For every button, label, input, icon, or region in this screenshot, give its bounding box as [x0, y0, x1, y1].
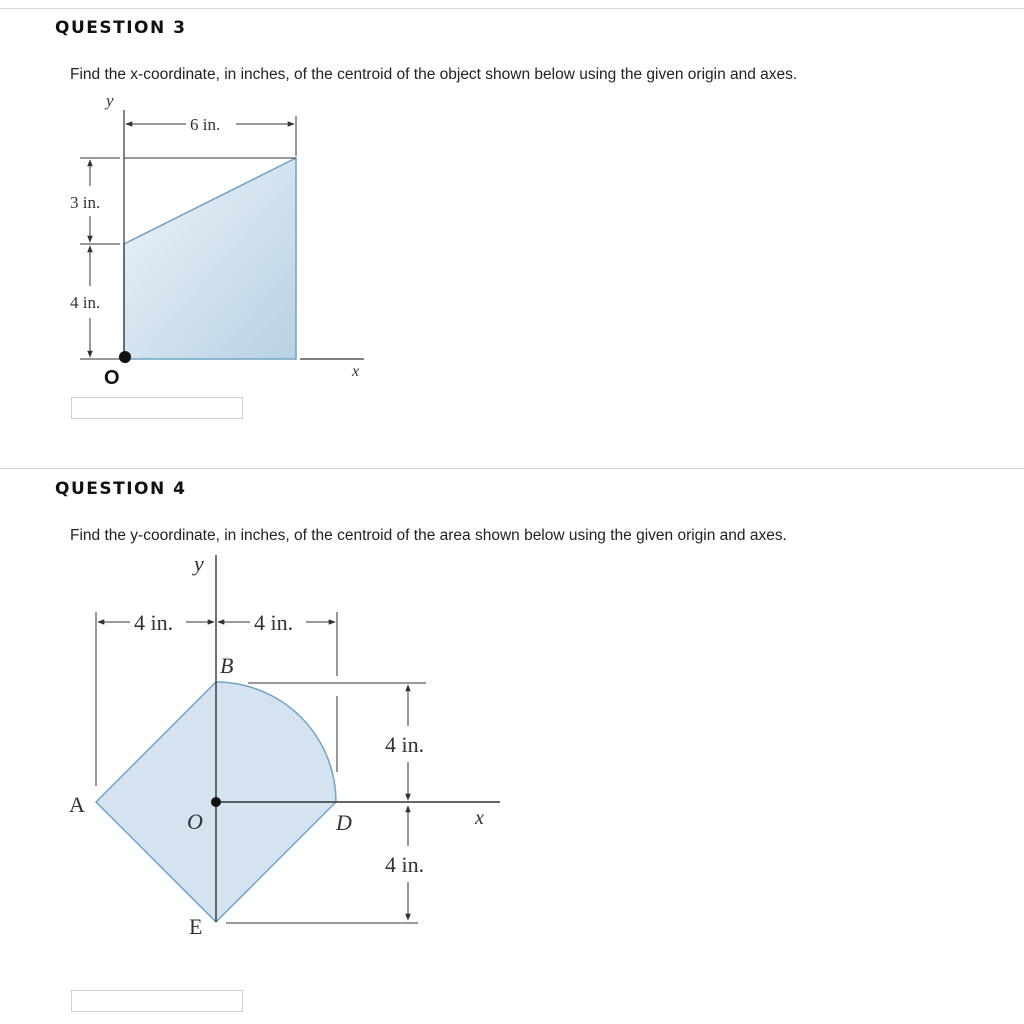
question-4-answer-input[interactable]: [71, 990, 243, 1012]
dim-right-label: 4 in.: [254, 610, 294, 635]
point-e-label: E: [189, 914, 203, 939]
dim-upper-label: 4 in.: [385, 732, 425, 757]
y-axis-label: y: [194, 551, 204, 576]
origin-label: O: [187, 809, 203, 834]
y-axis-label: y: [106, 91, 114, 110]
dim-3in-label: 3 in.: [70, 193, 101, 212]
point-b-label: B: [220, 653, 234, 678]
dim-width-label: 6 in.: [190, 115, 221, 134]
dim-left-label: 4 in.: [134, 610, 174, 635]
origin-dot: [211, 797, 221, 807]
question-4-title: QUESTION 4: [55, 479, 187, 499]
question-3-title: QUESTION 3: [55, 18, 187, 38]
question-3-prompt: Find the x-coordinate, in inches, of the centroid of the object shown below using the given origin and axes.: [70, 66, 798, 83]
x-axis-label: x: [352, 363, 360, 380]
dim-4in-label: 4 in.: [70, 293, 101, 312]
dim-lower-label: 4 in.: [385, 852, 425, 877]
point-a-label: A: [69, 792, 85, 817]
point-d-label: D: [336, 810, 352, 835]
x-axis-label: x: [475, 807, 484, 829]
question-4-prompt: Find the y-coordinate, in inches, of the centroid of the area shown below using the given origin and axes.: [70, 527, 787, 544]
origin-label: O: [104, 367, 120, 389]
